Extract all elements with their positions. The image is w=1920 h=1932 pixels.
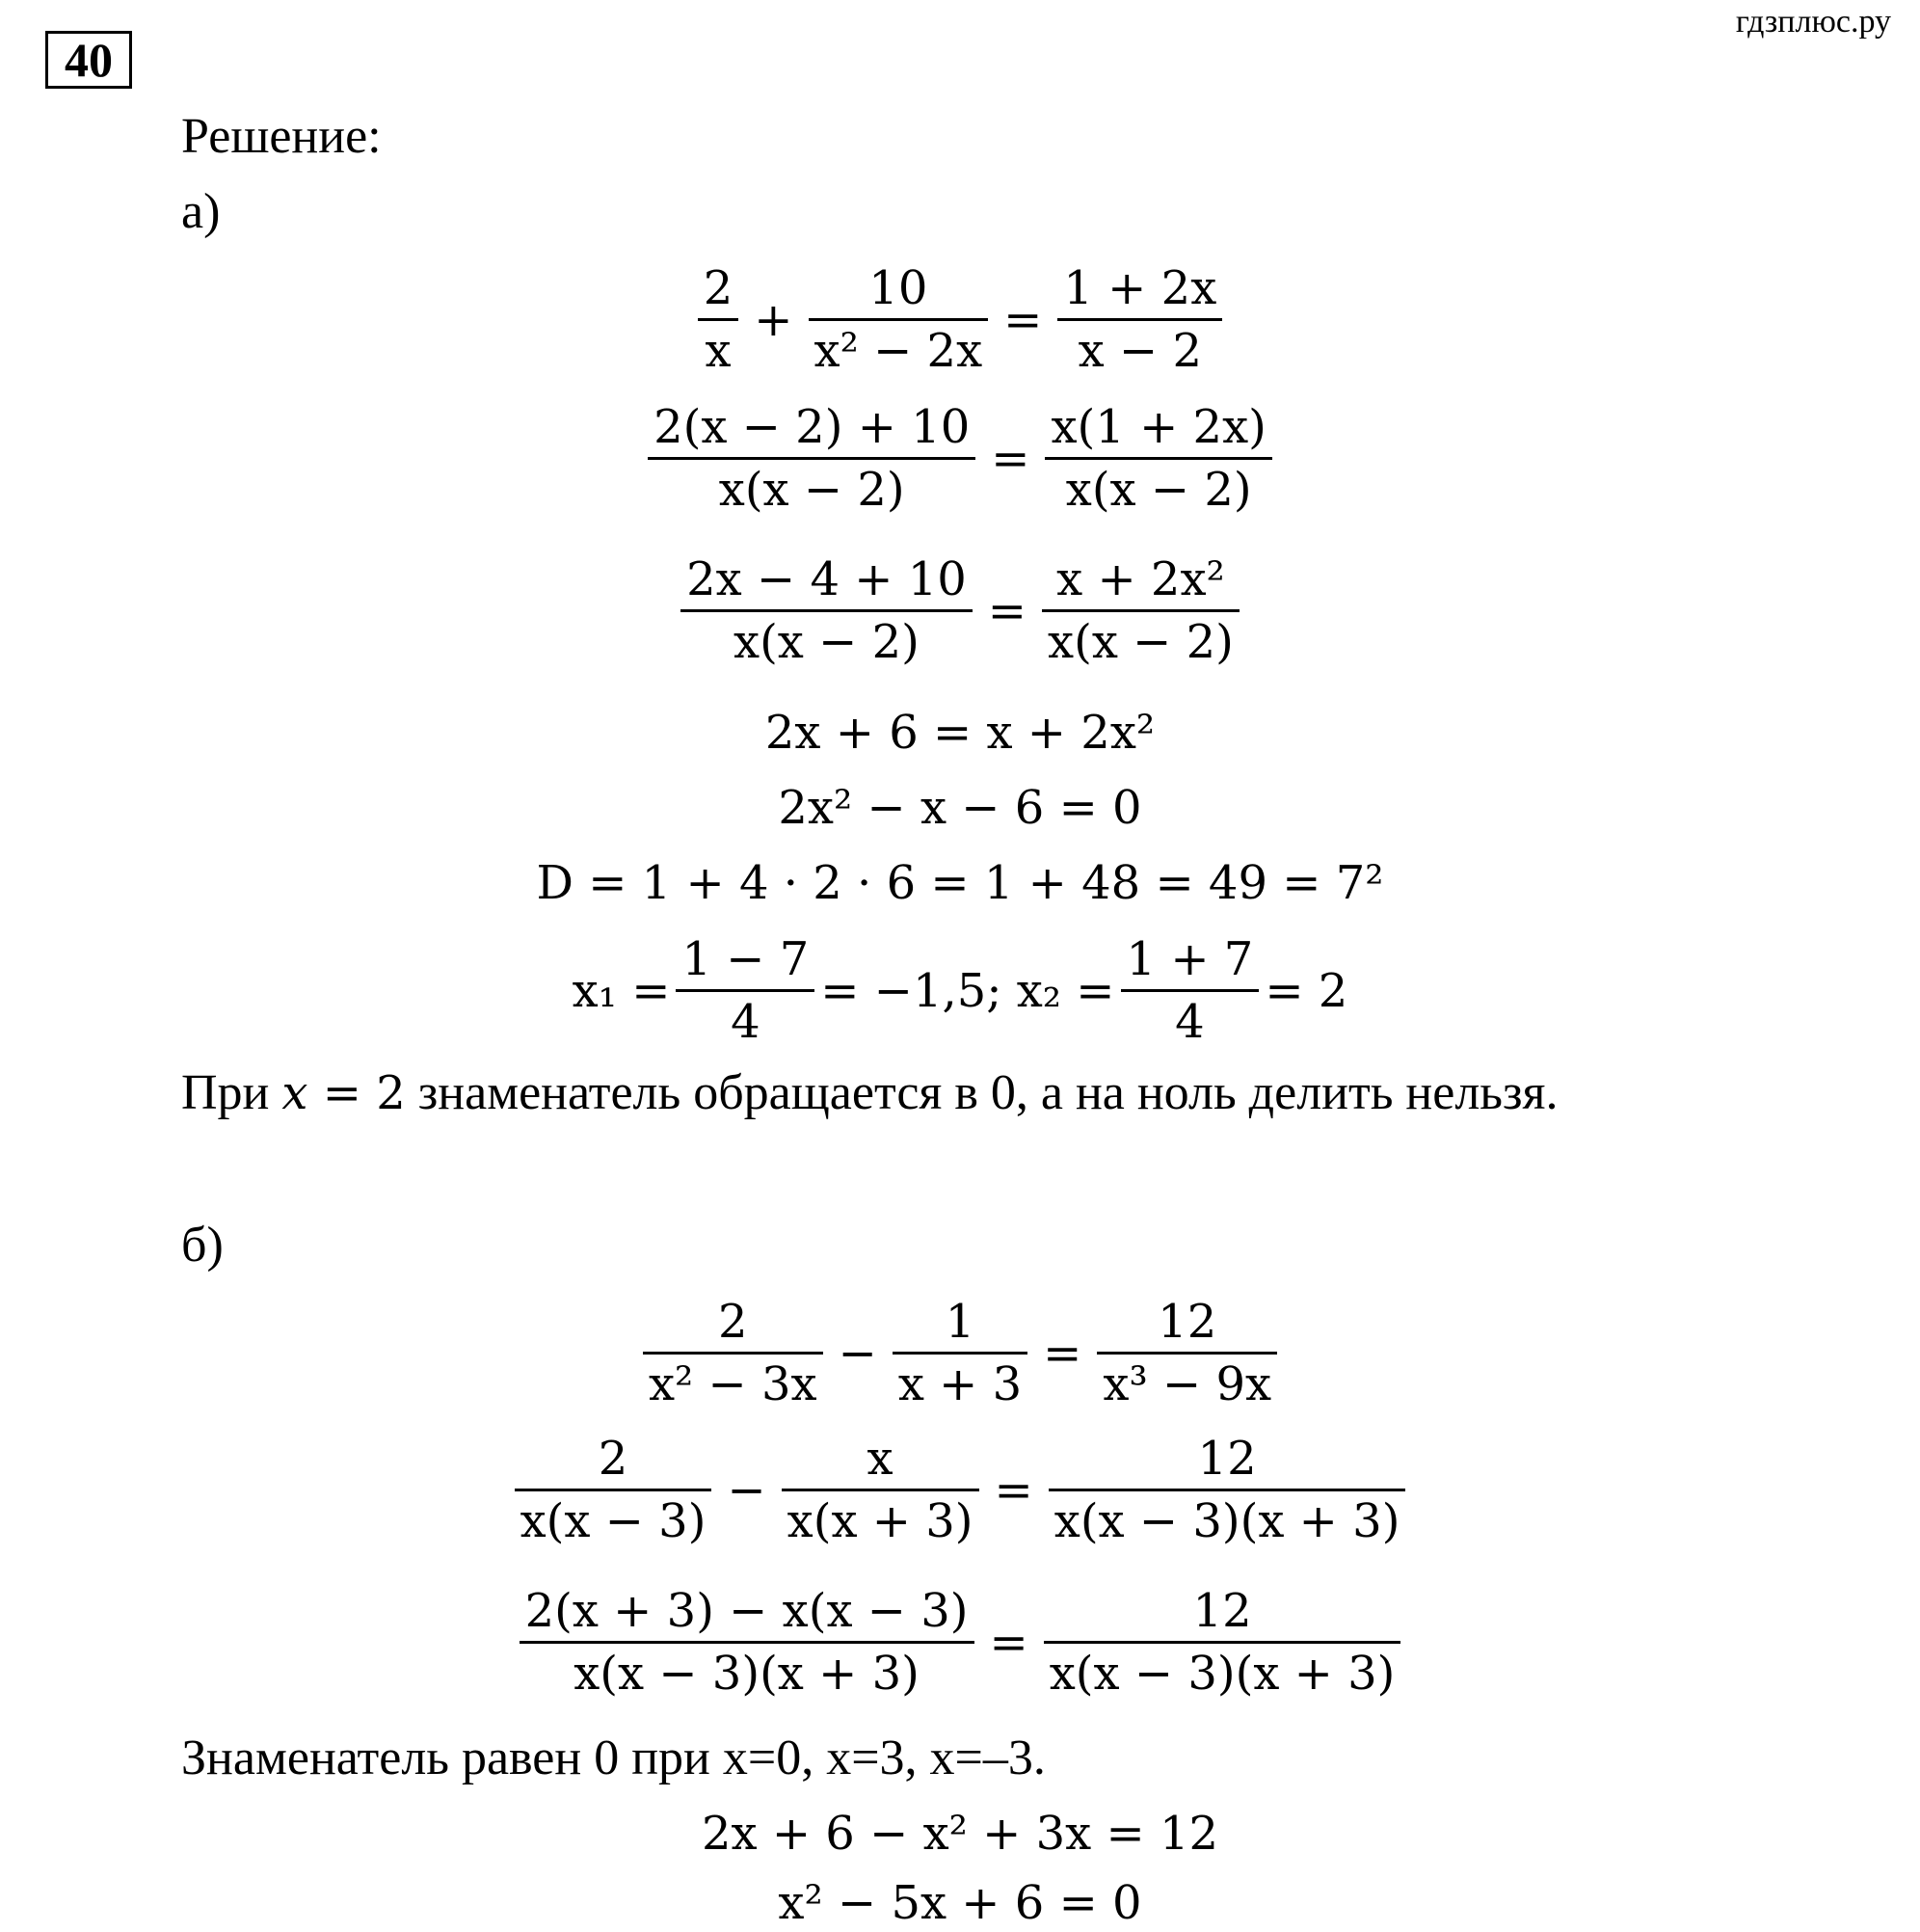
site-watermark: гдзплюс.ру	[1735, 4, 1891, 40]
equation-b4: 2x + 6 − x² + 3x = 12	[701, 1807, 1219, 1861]
fraction	[809, 258, 989, 381]
equation-b2	[0, 1429, 1920, 1551]
roots-a	[0, 929, 1920, 1052]
numerator: 2	[718, 1295, 748, 1349]
numerator: 1 − 7	[681, 932, 810, 986]
problem-number: 40	[45, 31, 132, 89]
numerator: 1 + 2x	[1063, 261, 1217, 315]
root-x2-label: = −1,5; x₂ =	[820, 963, 1115, 1018]
numerator: 2(x − 2) + 10	[653, 400, 971, 454]
fraction	[643, 1292, 823, 1414]
fraction	[1045, 397, 1271, 520]
fraction	[680, 550, 973, 672]
denominator: x(x − 2)	[680, 609, 973, 672]
denominator: x(x − 3)(x + 3)	[1049, 1489, 1406, 1551]
equals-sign: =	[994, 1462, 1033, 1517]
part-a-label: а)	[181, 184, 221, 239]
fraction	[520, 1581, 974, 1704]
equation-a1	[0, 258, 1920, 381]
equals-sign: =	[1003, 292, 1043, 347]
fraction	[1042, 550, 1240, 672]
numerator: 2	[703, 261, 733, 315]
numerator: x + 2x²	[1056, 552, 1225, 606]
note-b: Знаменатель равен 0 при x=0, x=3, x=–3.	[181, 1731, 1046, 1785]
equation-a4: 2x + 6 = x + 2x²	[764, 706, 1156, 760]
equation-b1	[0, 1292, 1920, 1414]
fraction	[1049, 1429, 1406, 1551]
solution-label: Решение:	[181, 109, 382, 164]
denominator: x(x − 3)	[515, 1489, 712, 1551]
equation-b3	[0, 1581, 1920, 1704]
operator: −	[727, 1462, 766, 1517]
numerator: x	[867, 1432, 893, 1486]
denominator: x³ − 9x	[1097, 1352, 1277, 1414]
equals-sign: =	[987, 583, 1027, 638]
equals-sign: =	[1043, 1326, 1082, 1381]
fraction	[515, 1429, 712, 1551]
fraction	[676, 929, 814, 1052]
note-a-equation: = 2	[307, 1066, 406, 1120]
fraction	[698, 258, 739, 381]
numerator: 1	[945, 1295, 975, 1349]
fraction	[893, 1292, 1027, 1414]
equals-sign: =	[991, 431, 1030, 486]
denominator: x(x − 2)	[1045, 457, 1271, 520]
equals-sign: =	[989, 1615, 1028, 1670]
equation-b5: x² − 5x + 6 = 0	[778, 1876, 1142, 1930]
part-b-label: б)	[181, 1218, 224, 1273]
numerator: 12	[1158, 1295, 1217, 1349]
numerator: 2(x + 3) − x(x − 3)	[524, 1584, 969, 1638]
fraction	[782, 1429, 979, 1551]
numerator: 10	[868, 261, 928, 315]
fraction	[1121, 929, 1260, 1052]
fraction	[1097, 1292, 1277, 1414]
operator: +	[754, 292, 793, 347]
numerator: 12	[1192, 1584, 1252, 1638]
fraction	[648, 397, 975, 520]
note-a-variable: x	[281, 1066, 308, 1120]
denominator: x(x + 3)	[782, 1489, 979, 1551]
fraction	[1044, 1581, 1401, 1704]
numerator: 2x − 4 + 10	[686, 552, 967, 606]
equation-a5: 2x² − x − 6 = 0	[778, 781, 1142, 835]
numerator: 12	[1197, 1432, 1257, 1486]
denominator: x(x − 3)(x + 3)	[1044, 1641, 1401, 1704]
fraction	[1057, 258, 1222, 381]
denominator: x − 2	[1057, 318, 1222, 381]
equation-a2	[0, 397, 1920, 520]
root-x1-label: x₁ =	[572, 963, 671, 1018]
denominator: x + 3	[893, 1352, 1027, 1414]
root-x2-value: = 2	[1265, 963, 1348, 1018]
denominator: x(x − 3)(x + 3)	[520, 1641, 974, 1704]
denominator: x² − 3x	[643, 1352, 823, 1414]
discriminant: D = 1 + 4 · 2 · 6 = 1 + 48 = 49 = 7²	[536, 856, 1384, 910]
denominator: x² − 2x	[809, 318, 989, 381]
denominator: 4	[676, 989, 814, 1052]
denominator: 4	[1121, 989, 1260, 1052]
denominator: x(x − 2)	[648, 457, 975, 520]
denominator: x(x − 2)	[1042, 609, 1240, 672]
note-a-prefix: При	[181, 1065, 282, 1120]
numerator: 1 + 7	[1126, 932, 1254, 986]
numerator: x(1 + 2x)	[1051, 400, 1267, 454]
numerator: 2	[598, 1432, 628, 1486]
note-a-suffix: знаменатель обращается в 0, а на ноль делить нельзя.	[405, 1065, 1559, 1120]
note-a	[181, 1064, 1558, 1122]
denominator: x	[698, 318, 739, 381]
operator: −	[838, 1326, 877, 1381]
equation-a3	[0, 550, 1920, 672]
